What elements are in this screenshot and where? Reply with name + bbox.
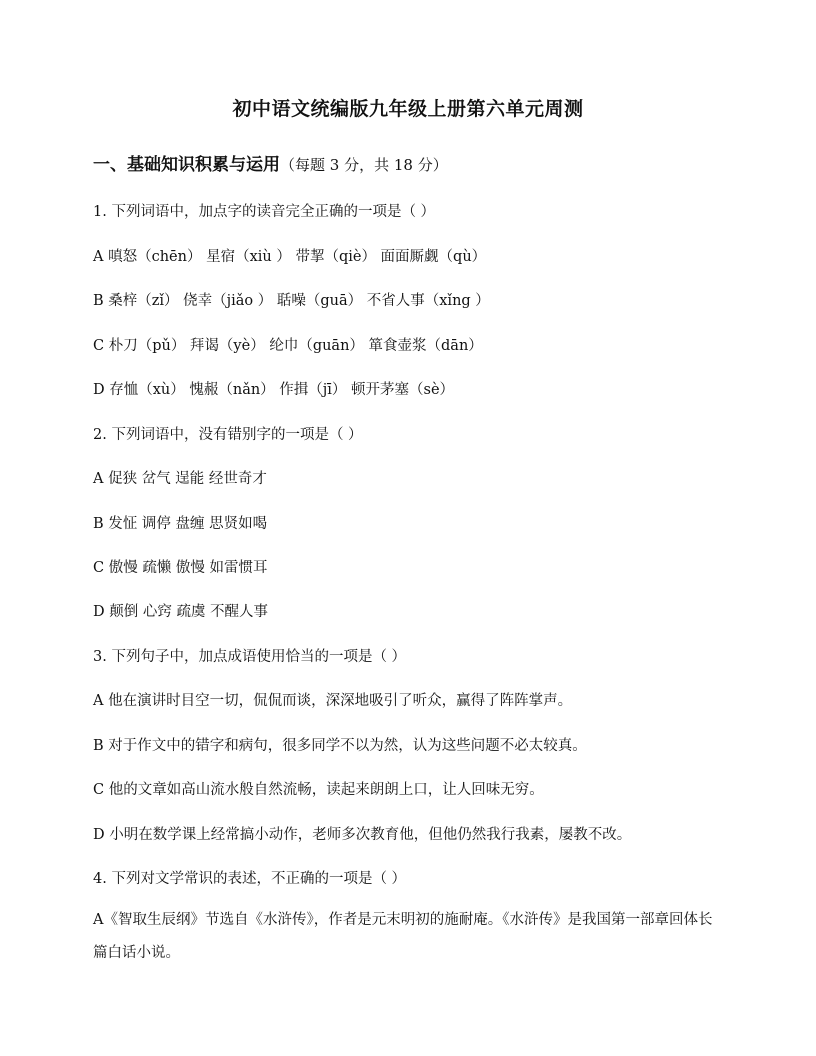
question-4-stem: 4. 下列对文学常识的表述，不正确的一项是（ ） [93,871,407,887]
question-3-option-c: C 他的文章如高山流水般自然流畅，读起来朗朗上口，让人回味无穷。 [93,782,544,798]
section-heading [93,150,448,175]
question-3-option-b: B 对于作文中的错字和病句，很多同学不以为然，认为这些问题不必太较真。 [93,738,587,754]
question-3-option-a: A 他在演讲时目空一切，侃侃而谈，深深地吸引了听众，赢得了阵阵掌声。 [93,693,573,709]
question-2-option-d: D 颠倒 心窍 疏虞 不醒人事 [93,604,269,620]
section-score-note: （每题 3 分，共 18 分） [280,156,448,174]
question-2-option-c: C 傲慢 疏懒 傲慢 如雷惯耳 [93,560,268,576]
question-4-option-a: A《智取生辰纲》节选自《水浒传》，作者是元末明初的施耐庵。《水浒传》是我国第一部章回体长篇白话小说。 [93,912,713,961]
question-2-stem: 2. 下列词语中，没有错别字的一项是（ ） [93,427,363,443]
question-1-option-b: B 桑梓（zǐ） 侥幸（jiǎo ） 聒噪（guā） 不省人事（xǐng ） [93,293,490,309]
question-3-stem: 3. 下列句子中，加点成语使用恰当的一项是（ ） [93,649,407,665]
question-1-option-d: D 存恤（xù） 愧赧（nǎn） 作揖（jī） 顿开茅塞（sè） [93,382,455,398]
question-2-option-b: B 发怔 调停 盘缠 思贤如喝 [93,516,268,532]
question-3-option-d: D 小明在数学课上经常搞小动作，老师多次教育他，但他仍然我行我素，屡教不改。 [93,827,632,843]
question-1-stem: 1. 下列词语中，加点字的读音完全正确的一项是（ ） [93,204,436,220]
section-heading-text: 一、基础知识积累与运用 [93,155,280,175]
question-1-option-c: C 朴刀（pǔ） 拜谒（yè） 纶巾（guān） 箪食壶浆（dān） [93,338,483,354]
question-2-option-a: A 促狭 岔气 逞能 经世奇才 [93,471,267,487]
page-title: 初中语文统编版九年级上册第六单元周测 [232,98,584,120]
question-1-option-a: A 嗔怒（chēn） 星宿（xiù ） 带挈（qiè） 面面厮觑（qù） [93,249,487,265]
